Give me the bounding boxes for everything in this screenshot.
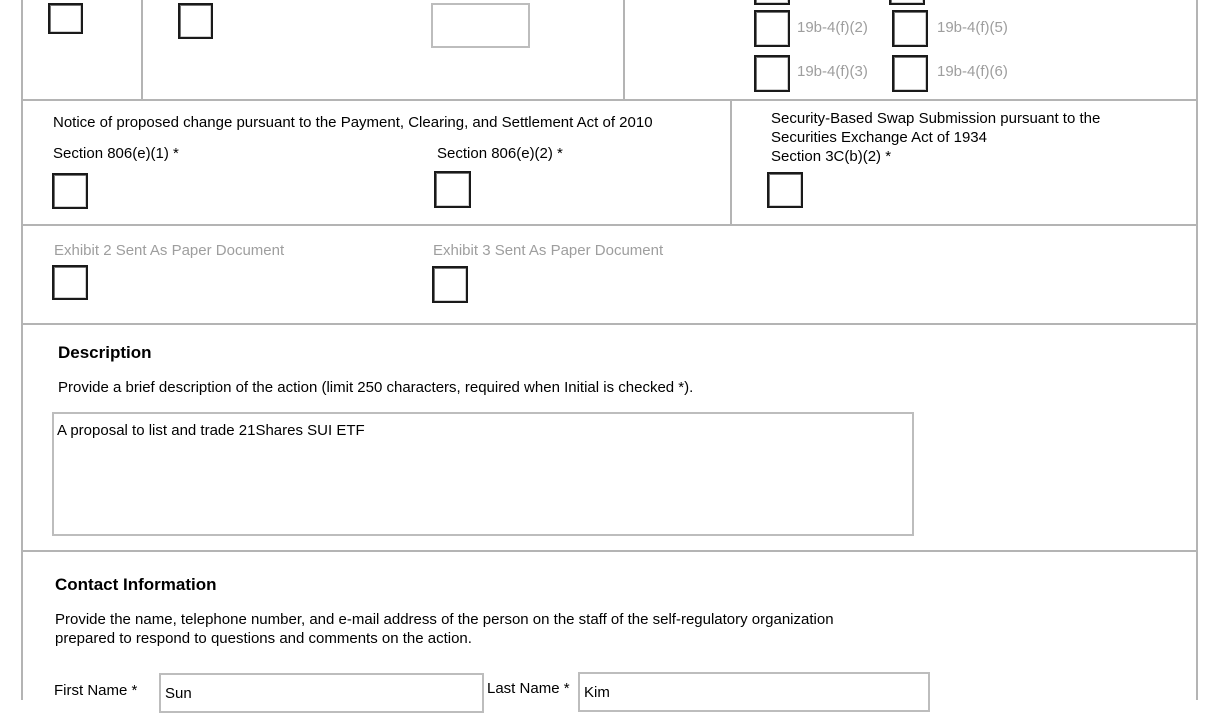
top-row-divider-2 (623, 0, 625, 100)
payment-swap-divider (730, 100, 732, 225)
exhibit2-label: Exhibit 2 Sent As Paper Document (54, 242, 285, 259)
rule-19b4-f6-label: 19b-4(f)(6) (937, 63, 1008, 80)
section-806e1-checkbox[interactable] (52, 173, 88, 209)
section-3cb2-checkbox[interactable] (767, 172, 803, 208)
section-806e2-label: Section 806(e)(2) * (437, 145, 563, 162)
contact-title: Contact Information (55, 575, 217, 594)
divider-description-row (21, 550, 1198, 552)
rule-19b4-f2-checkbox[interactable] (754, 10, 790, 47)
first-name-label: First Name * (54, 682, 138, 699)
divider-payment-row (21, 224, 1198, 226)
rule-19b4-f6-checkbox[interactable] (892, 55, 928, 92)
contact-instructions-line1: Provide the name, telephone number, and e-mail address of the person on the staff of the self-regulatory organization (55, 611, 834, 628)
payment-clearing-heading: Notice of proposed change pursuant to the Payment, Clearing, and Settlement Act of 2010 (53, 114, 653, 131)
swap-heading-line2: Securities Exchange Act of 1934 (771, 129, 987, 146)
top-row-text-field[interactable] (431, 3, 530, 48)
top-row-checkbox-2[interactable] (178, 3, 213, 39)
rule-19b4-f5-label: 19b-4(f)(5) (937, 19, 1008, 36)
rule-19b4-f3-label: 19b-4(f)(3) (797, 63, 868, 80)
divider-top-row (21, 99, 1198, 101)
divider-exhibits-row (21, 323, 1198, 325)
description-textarea[interactable] (52, 412, 914, 536)
form-right-border (1196, 0, 1198, 700)
last-name-input[interactable] (578, 672, 930, 712)
exhibit3-checkbox[interactable] (432, 266, 468, 303)
top-row-checkbox-1[interactable] (48, 3, 83, 34)
swap-heading-line1: Security-Based Swap Submission pursuant to the (771, 110, 1101, 127)
form-left-border (21, 0, 23, 700)
first-name-input[interactable] (159, 673, 484, 713)
contact-instructions-line2: prepared to respond to questions and comments on the action. (55, 630, 472, 647)
section-806e2-checkbox[interactable] (434, 171, 471, 208)
rule-19b4-f5-top-checkbox[interactable] (889, 0, 925, 5)
description-title: Description (58, 343, 152, 362)
top-row-divider-1 (141, 0, 143, 100)
rule-19b4-f3-checkbox[interactable] (754, 55, 790, 92)
rule-19b4-f2-top-checkbox[interactable] (754, 0, 790, 5)
last-name-label: Last Name * (487, 680, 570, 697)
section-3cb2-label: Section 3C(b)(2) * (771, 148, 892, 165)
rule-19b4-f5-checkbox[interactable] (892, 10, 928, 47)
exhibit3-label: Exhibit 3 Sent As Paper Document (433, 242, 664, 259)
exhibit2-checkbox[interactable] (52, 265, 88, 300)
rule-19b4-f2-label: 19b-4(f)(2) (797, 19, 868, 36)
description-instructions: Provide a brief description of the action (limit 250 characters, required when Initial is checked *). (58, 379, 694, 396)
section-806e1-label: Section 806(e)(1) * (53, 145, 179, 162)
